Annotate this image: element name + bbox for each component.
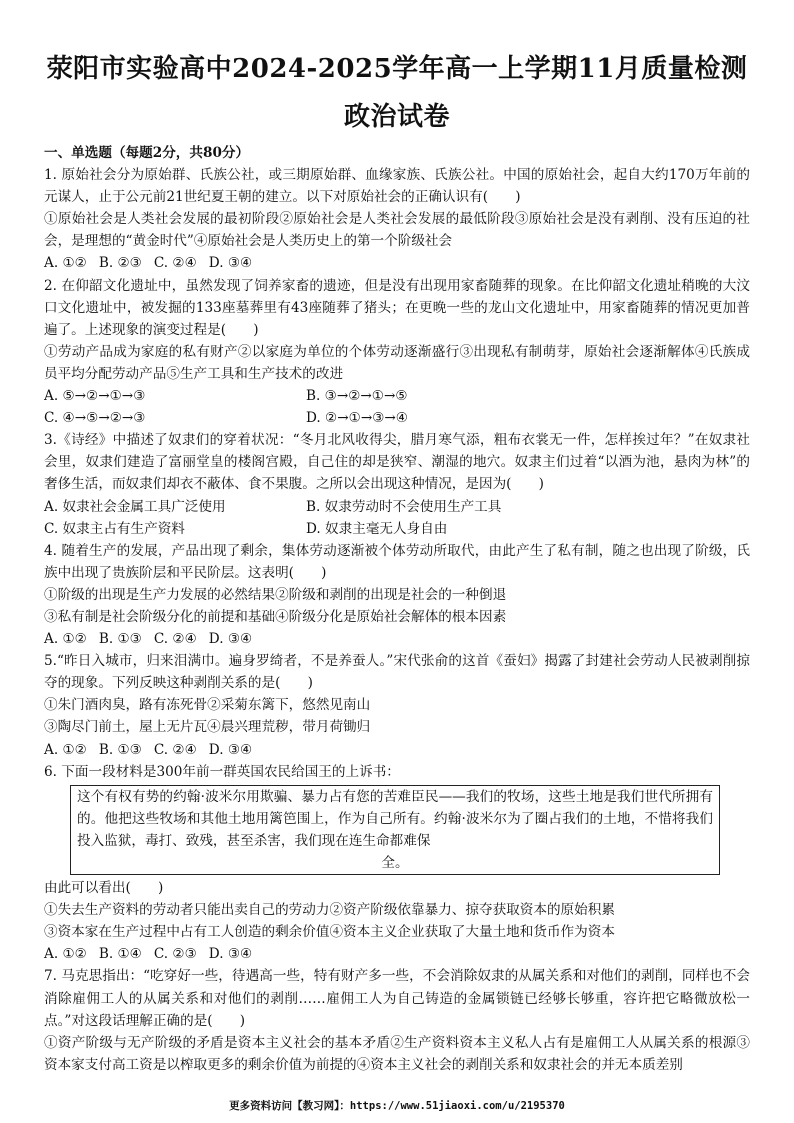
q6-statements-2: ③资本家在生产过程中占有工人创造的剩余价值④资本主义企业获取了大量土地和货币作为资本	[44, 924, 615, 941]
q5-option-c: C. ②④	[153, 741, 197, 758]
q5-statements-1: ①朱门酒肉臭，路有冻死骨②采菊东篱下，悠然见南山	[44, 697, 371, 714]
q3-stem: 3.《诗经》中描述了奴隶们的穿着状况：“冬月北风收得尖，腊月寒气添，粗布衣裳无一件，怎样挨过年？”在奴隶社会里，奴隶们建造了富丽堂皇的楼阁宫殿，自己住的却是狭窄、潮湿的地穴。奴隶主们过着“以酒为池，悬肉为林”的奢侈生活，而奴隶们却衣不蔽体、食不果腹。之所以会出现这种情况，是因为( )	[44, 432, 750, 493]
q4-option-b: B. ①③	[98, 631, 142, 648]
q3-options	[44, 496, 750, 540]
q2-option-d: D. ②→①→③→④	[306, 410, 408, 427]
q2-options	[44, 385, 750, 429]
q2-option-c: C. ④→⑤→②→③	[44, 410, 146, 427]
q4-statements-2: ③私有制是社会阶级分化的前提和基础④阶级分化是原始社会解体的根本因素	[44, 608, 507, 625]
q7-stem: 7. 马克思指出：“吃穿好一些，待遇高一些，特有财产多一些，不会消除奴隶的从属关系和对他们的剥削，同样也不会消除雇佣工人的从属关系和对他们的剥削……雇佣工人为自己铸造的金属锁链已经够长够重，容许把它略微放松一点。”对这段话理解正确的是( )	[44, 968, 750, 1029]
q6-quote-box	[70, 785, 720, 875]
q6-quote: 这个有权有势的约翰·波米尔用欺骗、暴力占有您的苦难臣民——我们的牧场，这些土地是我们世代所拥有的。他把这些牧场和其他土地用篱笆围上，作为自己所有。约翰·波米尔为了圈占我们的土地，不惜将我们投入监狱，毒打、致残，甚至杀害，我们现在连生命都难保	[77, 788, 713, 849]
q6-option-c: C. ②③	[153, 946, 197, 963]
q4-statements-1: ①阶级的出现是生产力发展的必然结果②阶级和剥削的出现是社会的一种倒退	[44, 586, 507, 603]
q4-option-d: D. ③④	[208, 631, 253, 648]
q6-option-d: D. ③④	[208, 946, 253, 963]
q5-stem: 5.“昨日入城市，归来泪满巾。遍身罗绮者，不是养蚕人。”宋代张俞的这首《蚕妇》揭露了封建社会劳动人民被剥削掠夺的现象。下列反映这种剥削关系的是( )	[44, 653, 750, 692]
q5-statements-2: ③陶尽门前土，屋上无片瓦④晨兴理荒秽，带月荷锄归	[44, 719, 371, 736]
q2-statements: ①劳动产品成为家庭的私有财产②以家庭为单位的个体劳动逐渐盛行③出现私有制萌芽，原始社会逐渐解体④氏族成员平均分配劳动产品⑤生产工具和生产技术的改进	[44, 343, 750, 382]
q2-stem: 2. 在仰韶文化遗址中，虽然发现了饲养家畜的遗迹，但是没有出现用家畜随葬的现象。在比仰韶文化遗址稍晚的大汶口文化遗址中，被发掘的133座墓葬里有43座随葬了猪头；在更晚一些的龙山文化遗址中，用家畜随葬的情况更加普遍了。上述现象的演变过程是( )	[44, 277, 750, 338]
q6-option-a: A. ①②	[44, 946, 87, 963]
q1-option-c: C. ②④	[153, 255, 197, 272]
q6-stem: 6. 下面一段材料是300年前一群英国农民给国王的上诉书：	[44, 763, 400, 780]
q1-stem: 1. 原始社会分为原始群、氏族公社，或三期原始群、血缘家族、氏族公社。中国的原始社会，起自大约170万年前的元谋人，止于公元前21世纪夏王朝的建立。以下对原始社会的正确认识有( )	[44, 167, 750, 206]
footer-link[interactable]: 更多资料访问【教习网】：https://www.51jiaoxi.com/u/2195370	[229, 1100, 565, 1112]
q2-option-b: B. ③→②→①→⑤	[306, 388, 408, 405]
q3-option-b: B. 奴隶劳动时不会使用生产工具	[306, 498, 502, 515]
exam-content	[44, 142, 750, 1076]
q7-statements: ①资产阶级与无产阶级的矛盾是资本主义社会的基本矛盾②生产资料资本主义私人占有是雇佣工人从属关系的根源③资本家支付高工资是以榨取更多的剩余价值为前提的④资本主义社会的剥削关系和奴隶社会的并无本质差别	[44, 1034, 750, 1073]
q1-option-d: D. ③④	[208, 255, 253, 272]
q1-option-a: A. ①②	[44, 255, 87, 272]
q6-option-b: B. ①④	[98, 946, 142, 963]
q1-option-b: B. ②③	[98, 255, 142, 272]
q3-option-c: C. 奴隶主占有生产资料	[44, 520, 185, 537]
exam-subject: 政治试卷	[343, 102, 450, 132]
q3-option-a: A. 奴隶社会金属工具广泛使用	[44, 498, 226, 515]
q6-options	[44, 943, 750, 965]
q4-stem: 4. 随着生产的发展，产品出现了剩余，集体劳动逐渐被个体劳动所取代，由此产生了私有制，随之也出现了阶级，氏族中出现了贵族阶层和平民阶层。这表明( )	[44, 542, 750, 581]
q4-option-a: A. ①②	[44, 631, 87, 648]
q6-question: 由此可以看出( )	[44, 880, 164, 897]
q5-options	[44, 739, 750, 761]
q5-option-d: D. ③④	[208, 741, 253, 758]
q4-options	[44, 628, 750, 650]
q5-option-a: A. ①②	[44, 741, 87, 758]
q2-option-a: A. ⑤→②→①→③	[44, 388, 146, 405]
q5-option-b: B. ①③	[98, 741, 142, 758]
q6-statements-1: ①失去生产资料的劳动者只能出卖自己的劳动力②资产阶级依靠暴力、掠夺获取资本的原始积累	[44, 902, 615, 919]
q6-quote-end: 全。	[381, 855, 409, 871]
exam-title: 荥阳市实验高中2024-2025学年高一上学期11月质量检测	[46, 54, 748, 84]
q4-option-c: C. ②④	[153, 631, 197, 648]
q1-options	[44, 252, 750, 274]
q1-statements: ①原始社会是人类社会发展的最初阶段②原始社会是人类社会发展的最低阶段③原始社会是没有剥削、没有压迫的社会，是理想的“黄金时代”④原始社会是人类历史上的第一个阶级社会	[44, 211, 750, 250]
q3-option-d: D. 奴隶主毫无人身自由	[306, 520, 448, 537]
section-title: 一、单选题（每题2分，共80分）	[44, 145, 250, 161]
